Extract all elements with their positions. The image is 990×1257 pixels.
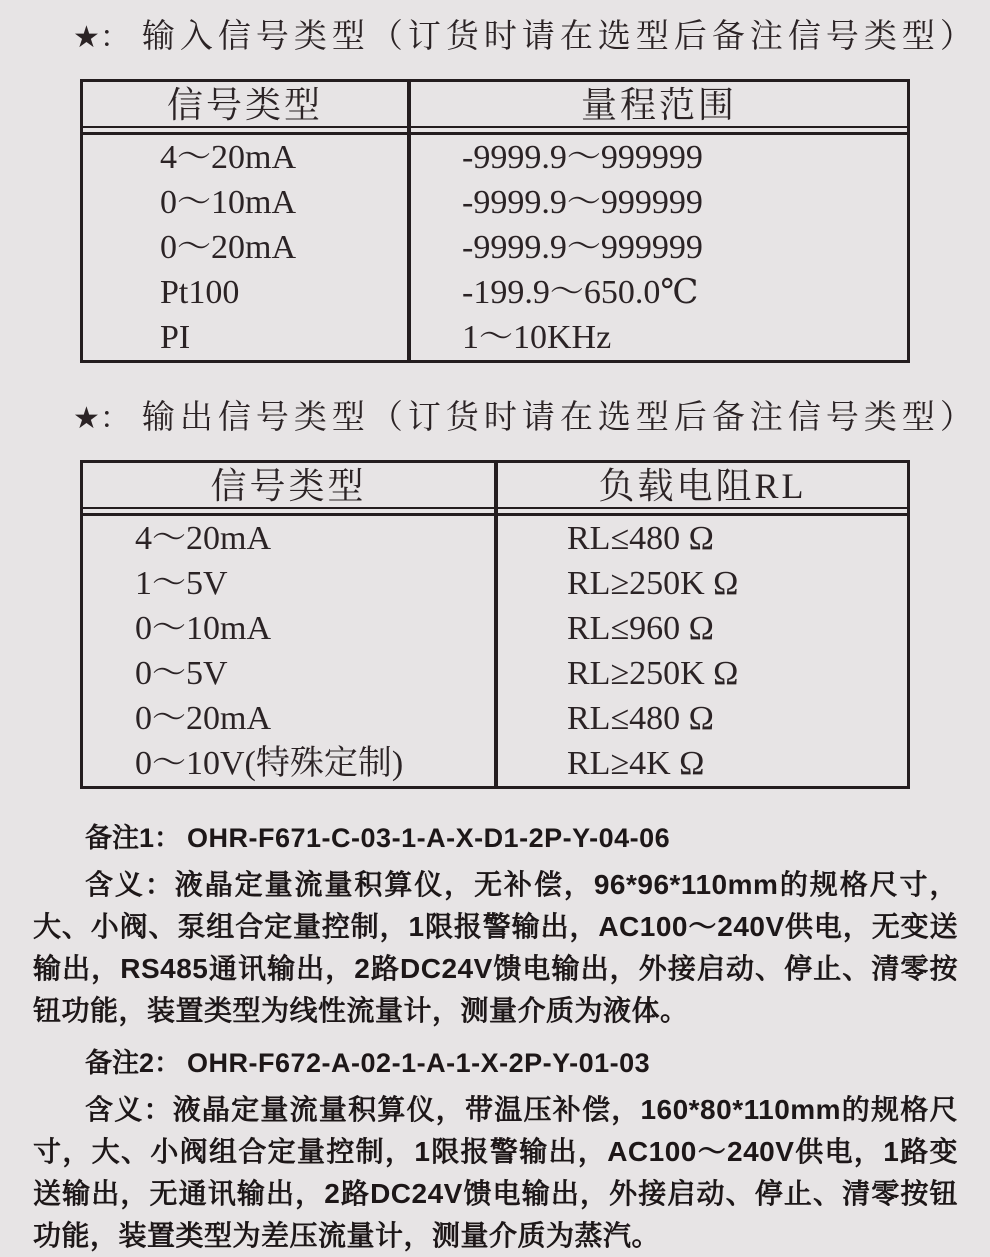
input-signal-table [80, 79, 910, 363]
input-table-header-row [83, 82, 907, 128]
table-cell: PI [83, 315, 411, 360]
table-cell: 1～10KHz [462, 319, 612, 356]
output-signal-table [80, 460, 910, 789]
table-cell: 4～20mA [83, 516, 498, 561]
table-cell: RL≥250K Ω [567, 655, 739, 692]
table-cell: 4～20mA [83, 135, 411, 180]
star-icon: ★： [73, 401, 130, 436]
table-cell: 0～10V(特殊定制) [83, 741, 498, 786]
output-table-header-load-resistance: 负载电阻RL [498, 463, 907, 509]
table-row [83, 135, 907, 180]
note-2-label: 备注2： [85, 1048, 182, 1078]
note-1-label: 备注1： [85, 823, 182, 853]
table-cell: 0～10mA [83, 606, 498, 651]
note-2 [33, 1044, 958, 1257]
table-cell: -9999.9～999999 [462, 229, 703, 266]
note-1-model-line [33, 819, 958, 857]
table-row [83, 180, 907, 225]
output-signal-heading-text: 输出信号类型（订货时请在选型后备注信号类型） [141, 400, 978, 436]
table-cell: Pt100 [83, 270, 411, 315]
note-1-meaning: 含义：液晶定量流量积算仪，无补偿，96*96*110mm的规格尺寸，大、小阀、泵组合定量控制，1限报警输出，AC100～240V供电，无变送输出，RS485通讯输出，2路DC24V馈电输出，外接启动、停止、清零按钮功能，装置类型为线性流量计，测量介质为液体。 [33, 869, 958, 1026]
output-table-header-signal-type: 信号类型 [83, 463, 498, 509]
output-table-header-row [83, 463, 907, 509]
table-cell: RL≥250K Ω [567, 565, 739, 602]
table-row [83, 225, 907, 270]
notes-section [33, 819, 958, 1257]
table-cell: 1～5V [83, 561, 498, 606]
table-cell: RL≥4K Ω [567, 745, 705, 782]
note-2-model-number: OHR-F672-A-02-1-A-1-X-2P-Y-01-03 [187, 1048, 651, 1078]
table-cell: 0～20mA [83, 696, 498, 741]
table-row [83, 270, 907, 315]
table-cell: 0～10mA [83, 180, 411, 225]
table-row [83, 561, 907, 606]
input-signal-heading-text: 输入信号类型（订货时请在选型后备注信号类型） [141, 19, 978, 55]
table-row [83, 741, 907, 786]
input-signal-heading [73, 16, 990, 59]
input-table-body [83, 135, 907, 360]
table-row [83, 651, 907, 696]
note-2-model-line [33, 1044, 958, 1082]
input-table-header-signal-type: 信号类型 [83, 82, 411, 128]
header-divider [83, 128, 907, 135]
star-icon: ★： [73, 20, 130, 55]
output-signal-heading [73, 397, 990, 440]
table-row [83, 516, 907, 561]
table-row [83, 315, 907, 360]
table-cell: -199.9～650.0℃ [462, 274, 699, 311]
table-cell: -9999.9～999999 [462, 184, 703, 221]
table-cell: -9999.9～999999 [462, 139, 703, 176]
note-1-model-number: OHR-F671-C-03-1-A-X-D1-2P-Y-04-06 [187, 823, 671, 853]
input-table-header-range: 量程范围 [411, 82, 907, 128]
table-cell: RL≤960 Ω [567, 610, 714, 647]
table-cell: RL≤480 Ω [567, 700, 714, 737]
table-cell: 0～20mA [83, 225, 411, 270]
header-divider [83, 509, 907, 516]
note-1 [33, 819, 958, 1032]
table-cell: RL≤480 Ω [567, 520, 714, 557]
table-row [83, 606, 907, 651]
output-table-body [83, 516, 907, 786]
table-row [83, 696, 907, 741]
note-2-meaning: 含义：液晶定量流量积算仪，带温压补偿，160*80*110mm的规格尺寸，大、小阀组合定量控制，1限报警输出，AC100～240V供电，1路变送输出，无通讯输出，2路DC24V馈电输出，外接启动、停止、清零按钮功能，装置类型为差压流量计，测量介质为蒸汽。 [33, 1094, 958, 1251]
table-cell: 0～5V [83, 651, 498, 696]
